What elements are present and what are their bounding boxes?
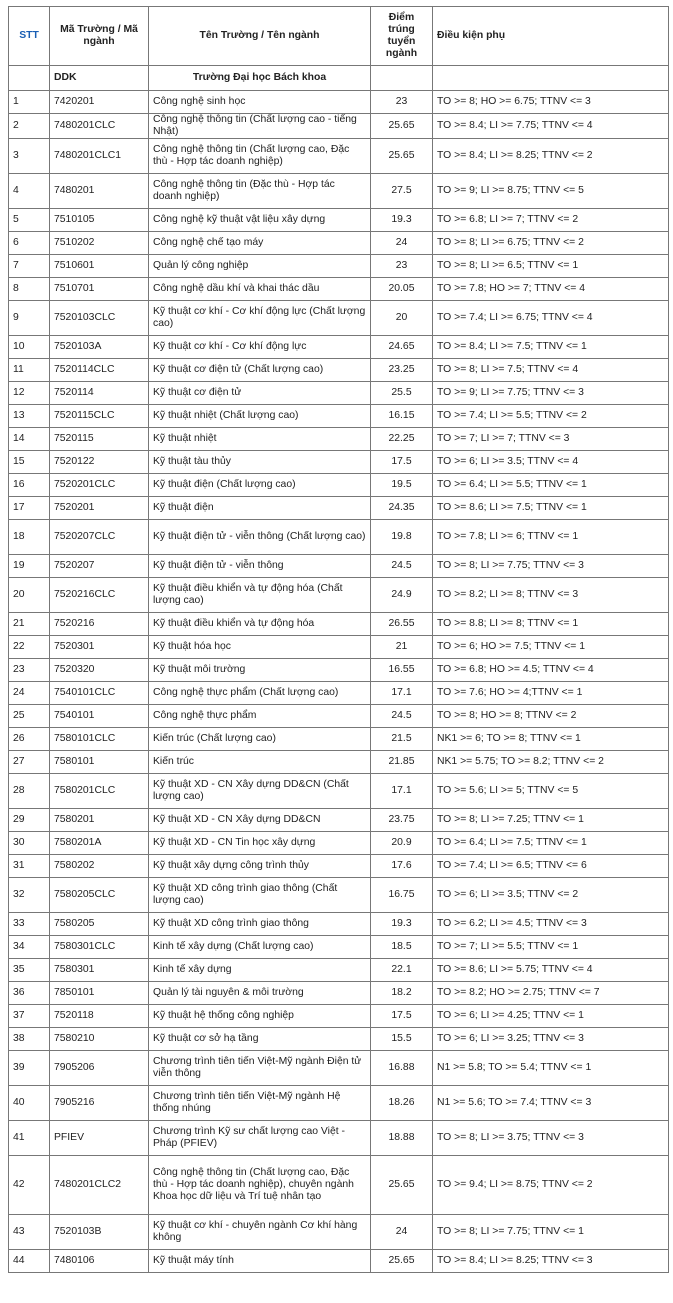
row-name: Công nghệ thông tin (Chất lượng cao, Đặc thù - Hợp tác doanh nghiệp) (149, 139, 371, 174)
row-condition: TO >= 6; LI >= 3.5; TTNV <= 2 (433, 878, 669, 913)
table-row (9, 1028, 669, 1051)
row-score: 19.3 (371, 209, 433, 232)
row-condition: TO >= 7.6; HO >= 4;TTNV <= 1 (433, 682, 669, 705)
row-condition: TO >= 8.4; LI >= 7.75; TTNV <= 4 (433, 114, 669, 139)
row-name: Kỹ thuật điều khiển và tự động hóa (Chất lượng cao) (149, 578, 371, 613)
table-row (9, 428, 669, 451)
row-stt: 37 (9, 1005, 50, 1028)
row-score: 17.1 (371, 682, 433, 705)
row-condition: TO >= 6; LI >= 3.25; TTNV <= 3 (433, 1028, 669, 1051)
row-condition: TO >= 8.2; LI >= 8; TTNV <= 3 (433, 578, 669, 613)
row-condition: TO >= 5.6; LI >= 5; TTNV <= 5 (433, 774, 669, 809)
table-row (9, 359, 669, 382)
row-code: 7850101 (50, 982, 149, 1005)
row-name: Công nghệ thực phẩm (Chất lượng cao) (149, 682, 371, 705)
row-code: 7520201CLC (50, 474, 149, 497)
row-score: 16.55 (371, 659, 433, 682)
row-score: 20.05 (371, 278, 433, 301)
row-condition: TO >= 9.4; LI >= 8.75; TTNV <= 2 (433, 1156, 669, 1215)
row-name: Kỹ thuật XD công trình giao thông (149, 913, 371, 936)
table-row (9, 1121, 669, 1156)
table-row (9, 114, 669, 139)
row-score: 22.1 (371, 959, 433, 982)
row-condition: N1 >= 5.6; TO >= 7.4; TTNV <= 3 (433, 1086, 669, 1121)
table-row (9, 774, 669, 809)
row-stt: 42 (9, 1156, 50, 1215)
table-row (9, 936, 669, 959)
table-row (9, 878, 669, 913)
row-score: 23.25 (371, 359, 433, 382)
table-row (9, 705, 669, 728)
table-row (9, 809, 669, 832)
row-name: Kỹ thuật XD - CN Xây dựng DD&CN (Chất lượng cao) (149, 774, 371, 809)
row-condition: TO >= 6.8; LI >= 7; TTNV <= 2 (433, 209, 669, 232)
row-stt: 40 (9, 1086, 50, 1121)
row-name: Kỹ thuật hệ thống công nghiệp (149, 1005, 371, 1028)
row-stt: 12 (9, 382, 50, 405)
row-stt: 19 (9, 555, 50, 578)
row-score: 23.75 (371, 809, 433, 832)
row-stt: 31 (9, 855, 50, 878)
row-stt: 8 (9, 278, 50, 301)
row-score: 25.65 (371, 1250, 433, 1273)
school-stt (9, 66, 50, 91)
row-code: 7480201 (50, 174, 149, 209)
row-code: 7510105 (50, 209, 149, 232)
row-condition: TO >= 8.4; LI >= 7.5; TTNV <= 1 (433, 336, 669, 359)
row-score: 24.5 (371, 705, 433, 728)
row-condition: TO >= 8; LI >= 3.75; TTNV <= 3 (433, 1121, 669, 1156)
row-code: 7580101CLC (50, 728, 149, 751)
table-body (9, 66, 669, 1273)
table-row (9, 659, 669, 682)
document-page (0, 6, 673, 1303)
table-row (9, 336, 669, 359)
row-name: Kỹ thuật XD - CN Tin học xây dựng (149, 832, 371, 855)
row-condition: TO >= 6; HO >= 7.5; TTNV <= 1 (433, 636, 669, 659)
table-row (9, 1005, 669, 1028)
row-code: 7580205CLC (50, 878, 149, 913)
row-stt: 26 (9, 728, 50, 751)
row-score: 16.88 (371, 1051, 433, 1086)
header-condition: Điều kiện phụ (433, 7, 669, 66)
row-name: Kỹ thuật điện (Chất lượng cao) (149, 474, 371, 497)
row-code: 7510202 (50, 232, 149, 255)
table-row (9, 636, 669, 659)
table-row (9, 405, 669, 428)
row-stt: 22 (9, 636, 50, 659)
row-score: 27.5 (371, 174, 433, 209)
row-score: 21.85 (371, 751, 433, 774)
row-stt: 21 (9, 613, 50, 636)
row-condition: TO >= 6.8; HO >= 4.5; TTNV <= 4 (433, 659, 669, 682)
row-condition: TO >= 7; LI >= 5.5; TTNV <= 1 (433, 936, 669, 959)
row-stt: 2 (9, 114, 50, 139)
row-code: 7520122 (50, 451, 149, 474)
row-condition: TO >= 7.8; HO >= 7; TTNV <= 4 (433, 278, 669, 301)
header-stt: STT (9, 7, 50, 66)
row-name: Chương trình Kỹ sư chất lượng cao Việt - Pháp (PFIEV) (149, 1121, 371, 1156)
row-name: Kỹ thuật môi trường (149, 659, 371, 682)
table-row (9, 497, 669, 520)
table-row (9, 982, 669, 1005)
table-row (9, 728, 669, 751)
row-name: Kỹ thuật điện tử - viễn thông (Chất lượng cao) (149, 520, 371, 555)
row-name: Kinh tế xây dựng (Chất lượng cao) (149, 936, 371, 959)
row-condition: TO >= 7.4; LI >= 6.75; TTNV <= 4 (433, 301, 669, 336)
row-score: 17.5 (371, 1005, 433, 1028)
row-name: Kinh tế xây dựng (149, 959, 371, 982)
row-score: 23 (371, 91, 433, 114)
row-condition: TO >= 8; LI >= 7.75; TTNV <= 1 (433, 1215, 669, 1250)
table-row (9, 474, 669, 497)
row-condition: N1 >= 5.8; TO >= 5.4; TTNV <= 1 (433, 1051, 669, 1086)
row-score: 24.35 (371, 497, 433, 520)
row-code: 7905216 (50, 1086, 149, 1121)
row-code: 7480201CLC (50, 114, 149, 139)
row-code: 7580201CLC (50, 774, 149, 809)
row-stt: 39 (9, 1051, 50, 1086)
row-score: 16.15 (371, 405, 433, 428)
row-code: 7580101 (50, 751, 149, 774)
row-condition: TO >= 8.4; LI >= 8.25; TTNV <= 2 (433, 139, 669, 174)
row-condition: TO >= 7.8; LI >= 6; TTNV <= 1 (433, 520, 669, 555)
row-name: Kỹ thuật tàu thủy (149, 451, 371, 474)
row-score: 17.6 (371, 855, 433, 878)
row-stt: 28 (9, 774, 50, 809)
row-name: Kỹ thuật cơ khí - chuyên ngành Cơ khí hàng không (149, 1215, 371, 1250)
row-condition: NK1 >= 5.75; TO >= 8.2; TTNV <= 2 (433, 751, 669, 774)
row-condition: TO >= 6; LI >= 3.5; TTNV <= 4 (433, 451, 669, 474)
row-name: Kỹ thuật nhiệt (Chất lượng cao) (149, 405, 371, 428)
row-code: 7580201A (50, 832, 149, 855)
row-code: 7520115CLC (50, 405, 149, 428)
table-row (9, 139, 669, 174)
row-code: 7580201 (50, 809, 149, 832)
row-condition: TO >= 8; LI >= 7.75; TTNV <= 3 (433, 555, 669, 578)
row-name: Kỹ thuật điều khiển và tự động hóa (149, 613, 371, 636)
row-condition: TO >= 7.4; LI >= 6.5; TTNV <= 6 (433, 855, 669, 878)
row-code: 7480201CLC1 (50, 139, 149, 174)
row-stt: 6 (9, 232, 50, 255)
row-name: Quản lý công nghiệp (149, 255, 371, 278)
row-name: Quản lý tài nguyên & môi trường (149, 982, 371, 1005)
row-code: 7580210 (50, 1028, 149, 1051)
row-code: 7520207CLC (50, 520, 149, 555)
row-name: Kỹ thuật nhiệt (149, 428, 371, 451)
row-code: 7520216CLC (50, 578, 149, 613)
row-score: 24 (371, 1215, 433, 1250)
row-stt: 32 (9, 878, 50, 913)
row-name: Công nghệ thông tin (Chất lượng cao - tiếng Nhật) (149, 114, 371, 139)
row-code: 7480106 (50, 1250, 149, 1273)
admission-score-table (8, 6, 669, 1273)
row-score: 24 (371, 232, 433, 255)
row-name: Công nghệ sinh học (149, 91, 371, 114)
row-score: 24.65 (371, 336, 433, 359)
row-name: Chương trình tiên tiến Việt-Mỹ ngành Hệ thống nhúng (149, 1086, 371, 1121)
row-condition: TO >= 8; HO >= 6.75; TTNV <= 3 (433, 91, 669, 114)
row-code: 7520103A (50, 336, 149, 359)
row-score: 25.65 (371, 139, 433, 174)
row-condition: TO >= 9; LI >= 7.75; TTNV <= 3 (433, 382, 669, 405)
row-code: 7520114 (50, 382, 149, 405)
row-score: 18.26 (371, 1086, 433, 1121)
row-stt: 17 (9, 497, 50, 520)
row-stt: 7 (9, 255, 50, 278)
row-stt: 15 (9, 451, 50, 474)
row-stt: 33 (9, 913, 50, 936)
row-name: Kỹ thuật hóa học (149, 636, 371, 659)
row-name: Kỹ thuật XD - CN Xây dựng DD&CN (149, 809, 371, 832)
row-stt: 41 (9, 1121, 50, 1156)
row-score: 22.25 (371, 428, 433, 451)
row-score: 18.88 (371, 1121, 433, 1156)
row-stt: 34 (9, 936, 50, 959)
row-name: Chương trình tiên tiến Việt-Mỹ ngành Điện tử viễn thông (149, 1051, 371, 1086)
row-code: 7420201 (50, 91, 149, 114)
row-code: 7905206 (50, 1051, 149, 1086)
row-code: 7520201 (50, 497, 149, 520)
row-score: 20.9 (371, 832, 433, 855)
row-condition: NK1 >= 6; TO >= 8; TTNV <= 1 (433, 728, 669, 751)
row-score: 18.2 (371, 982, 433, 1005)
row-stt: 24 (9, 682, 50, 705)
row-condition: TO >= 8.8; LI >= 8; TTNV <= 1 (433, 613, 669, 636)
row-condition: TO >= 8; HO >= 8; TTNV <= 2 (433, 705, 669, 728)
row-condition: TO >= 8; LI >= 7.5; TTNV <= 4 (433, 359, 669, 382)
table-row (9, 278, 669, 301)
row-score: 23 (371, 255, 433, 278)
row-stt: 30 (9, 832, 50, 855)
row-stt: 35 (9, 959, 50, 982)
row-stt: 3 (9, 139, 50, 174)
row-code: 7580205 (50, 913, 149, 936)
row-code: 7520320 (50, 659, 149, 682)
row-name: Công nghệ kỹ thuật vật liệu xây dựng (149, 209, 371, 232)
row-name: Kỹ thuật cơ điện tử (149, 382, 371, 405)
school-code: DDK (50, 66, 149, 91)
row-condition: TO >= 8.6; LI >= 7.5; TTNV <= 1 (433, 497, 669, 520)
row-code: 7520216 (50, 613, 149, 636)
row-name: Kỹ thuật xây dựng công trình thủy (149, 855, 371, 878)
row-condition: TO >= 8; LI >= 6.75; TTNV <= 2 (433, 232, 669, 255)
row-score: 20 (371, 301, 433, 336)
row-condition: TO >= 6; LI >= 4.25; TTNV <= 1 (433, 1005, 669, 1028)
row-score: 21.5 (371, 728, 433, 751)
row-name: Kỹ thuật điện tử - viễn thông (149, 555, 371, 578)
table-row (9, 1156, 669, 1215)
row-score: 16.75 (371, 878, 433, 913)
row-name: Công nghệ chế tạo máy (149, 232, 371, 255)
row-code: PFIEV (50, 1121, 149, 1156)
table-row (9, 613, 669, 636)
row-stt: 10 (9, 336, 50, 359)
row-stt: 25 (9, 705, 50, 728)
row-name: Kỹ thuật cơ khí - Cơ khí động lực (149, 336, 371, 359)
table-row (9, 232, 669, 255)
row-stt: 38 (9, 1028, 50, 1051)
table-row (9, 682, 669, 705)
row-code: 7520103B (50, 1215, 149, 1250)
row-condition: TO >= 6.4; LI >= 7.5; TTNV <= 1 (433, 832, 669, 855)
table-row (9, 1250, 669, 1273)
row-stt: 44 (9, 1250, 50, 1273)
row-score: 25.65 (371, 1156, 433, 1215)
table-row (9, 174, 669, 209)
table-row (9, 1051, 669, 1086)
row-score: 17.5 (371, 451, 433, 474)
row-name: Kiến trúc (Chất lượng cao) (149, 728, 371, 751)
row-name: Kỹ thuật cơ điện tử (Chất lượng cao) (149, 359, 371, 382)
row-score: 25.65 (371, 114, 433, 139)
row-stt: 14 (9, 428, 50, 451)
table-row (9, 832, 669, 855)
row-stt: 11 (9, 359, 50, 382)
row-stt: 5 (9, 209, 50, 232)
row-score: 19.5 (371, 474, 433, 497)
table-row (9, 209, 669, 232)
row-code: 7540101 (50, 705, 149, 728)
row-stt: 27 (9, 751, 50, 774)
row-score: 15.5 (371, 1028, 433, 1051)
row-name: Công nghệ dầu khí và khai thác dầu (149, 278, 371, 301)
table-header-row (9, 7, 669, 66)
row-score: 18.5 (371, 936, 433, 959)
row-score: 19.3 (371, 913, 433, 936)
table-row (9, 959, 669, 982)
row-condition: TO >= 9; LI >= 8.75; TTNV <= 5 (433, 174, 669, 209)
row-code: 7510701 (50, 278, 149, 301)
row-name: Công nghệ thực phẩm (149, 705, 371, 728)
table-row (9, 578, 669, 613)
table-row (9, 382, 669, 405)
row-code: 7580202 (50, 855, 149, 878)
row-name: Kiến trúc (149, 751, 371, 774)
row-condition: TO >= 6.4; LI >= 5.5; TTNV <= 1 (433, 474, 669, 497)
row-condition: TO >= 7.4; LI >= 5.5; TTNV <= 2 (433, 405, 669, 428)
row-condition: TO >= 6.2; LI >= 4.5; TTNV <= 3 (433, 913, 669, 936)
row-name: Kỹ thuật máy tính (149, 1250, 371, 1273)
table-row (9, 1086, 669, 1121)
row-code: 7480201CLC2 (50, 1156, 149, 1215)
row-stt: 4 (9, 174, 50, 209)
row-condition: TO >= 8; LI >= 7.25; TTNV <= 1 (433, 809, 669, 832)
table-row (9, 91, 669, 114)
row-code: 7540101CLC (50, 682, 149, 705)
header-score: Điểm trúng tuyển ngành (371, 7, 433, 66)
row-score: 19.8 (371, 520, 433, 555)
row-condition: TO >= 8; LI >= 6.5; TTNV <= 1 (433, 255, 669, 278)
row-name: Kỹ thuật cơ sở hạ tầng (149, 1028, 371, 1051)
table-row (9, 555, 669, 578)
school-score (371, 66, 433, 91)
header-code: Mã Trường / Mã ngành (50, 7, 149, 66)
row-stt: 9 (9, 301, 50, 336)
row-stt: 23 (9, 659, 50, 682)
row-code: 7580301 (50, 959, 149, 982)
table-row (9, 751, 669, 774)
table-row (9, 451, 669, 474)
table-row (9, 301, 669, 336)
row-score: 21 (371, 636, 433, 659)
row-condition: TO >= 8.6; LI >= 5.75; TTNV <= 4 (433, 959, 669, 982)
row-name: Kỹ thuật cơ khí - Cơ khí động lực (Chất lượng cao) (149, 301, 371, 336)
table-row (9, 1215, 669, 1250)
row-condition: TO >= 8.2; HO >= 2.75; TTNV <= 7 (433, 982, 669, 1005)
row-stt: 36 (9, 982, 50, 1005)
row-stt: 16 (9, 474, 50, 497)
table-row (9, 520, 669, 555)
row-score: 25.5 (371, 382, 433, 405)
row-stt: 1 (9, 91, 50, 114)
table-row (9, 255, 669, 278)
row-stt: 18 (9, 520, 50, 555)
row-name: Kỹ thuật XD công trình giao thông (Chất lượng cao) (149, 878, 371, 913)
row-name: Kỹ thuật điện (149, 497, 371, 520)
row-condition: TO >= 8.4; LI >= 8.25; TTNV <= 3 (433, 1250, 669, 1273)
row-stt: 13 (9, 405, 50, 428)
row-stt: 20 (9, 578, 50, 613)
row-score: 24.5 (371, 555, 433, 578)
row-code: 7520114CLC (50, 359, 149, 382)
row-stt: 43 (9, 1215, 50, 1250)
row-score: 17.1 (371, 774, 433, 809)
table-row (9, 855, 669, 878)
row-code: 7520115 (50, 428, 149, 451)
school-row (9, 66, 669, 91)
row-code: 7510601 (50, 255, 149, 278)
table-row (9, 913, 669, 936)
row-name: Công nghệ thông tin (Đặc thù - Hợp tác doanh nghiệp) (149, 174, 371, 209)
row-score: 24.9 (371, 578, 433, 613)
school-name: Trường Đại học Bách khoa (149, 66, 371, 91)
row-code: 7520301 (50, 636, 149, 659)
row-score: 26.55 (371, 613, 433, 636)
row-code: 7580301CLC (50, 936, 149, 959)
row-name: Công nghệ thông tin (Chất lượng cao, Đặc thù - Hợp tác doanh nghiệp), chuyên ngành Khoa học dữ liệu và Trí tuệ nhân tạo (149, 1156, 371, 1215)
row-stt: 29 (9, 809, 50, 832)
row-code: 7520207 (50, 555, 149, 578)
header-name: Tên Trường / Tên ngành (149, 7, 371, 66)
school-condition (433, 66, 669, 91)
row-code: 7520103CLC (50, 301, 149, 336)
row-condition: TO >= 7; LI >= 7; TTNV <= 3 (433, 428, 669, 451)
row-code: 7520118 (50, 1005, 149, 1028)
